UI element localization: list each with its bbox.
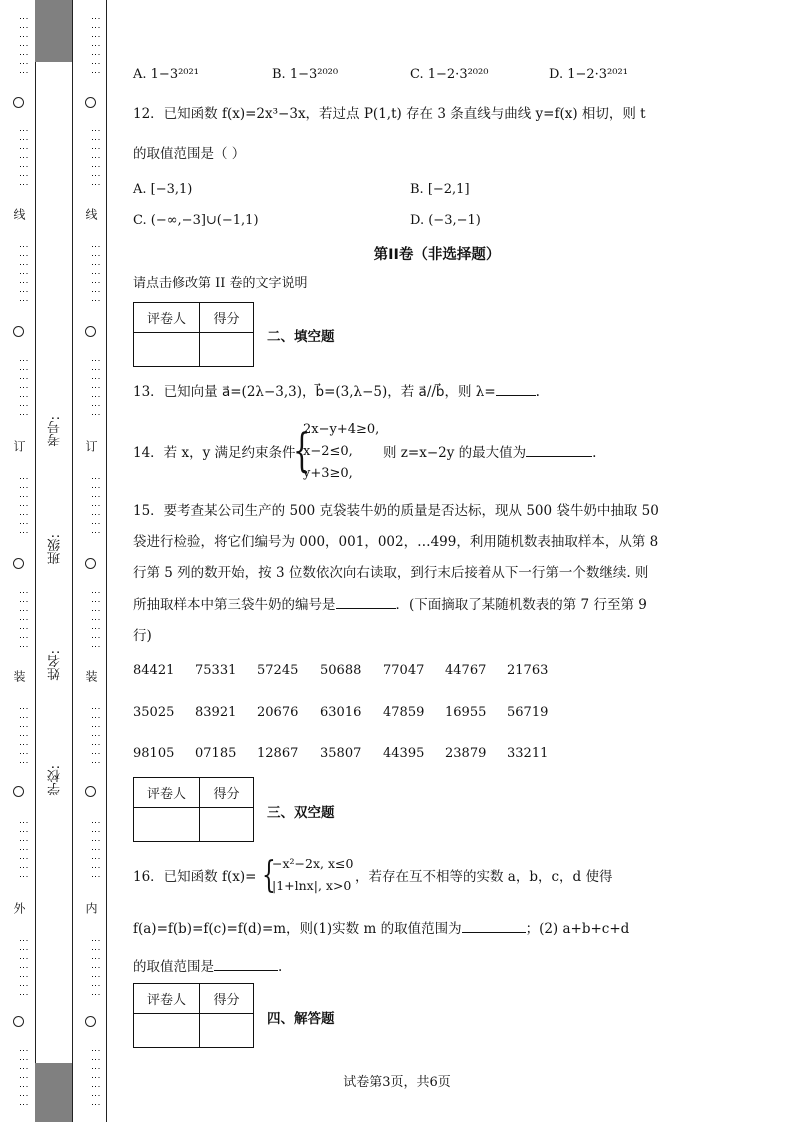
random-number: 56719: [507, 705, 549, 720]
score-table-reviewer: 评卷人: [134, 778, 200, 808]
random-number: 83921: [195, 705, 237, 720]
dotted-line: ⋮⋮⋮⋮⋮⋮⋮: [18, 13, 28, 77]
score-table-reviewer: 评卷人: [134, 303, 200, 333]
score-table: [133, 302, 254, 367]
q14-tail: [383, 443, 596, 463]
dotted-line: ⋮⋮⋮⋮⋮⋮⋮: [90, 587, 100, 651]
part2-title: 第II卷（非选择题）: [373, 247, 501, 263]
dotted-line: ⋮⋮⋮⋮⋮⋮⋮: [90, 704, 100, 767]
circle-mark: [85, 1016, 96, 1027]
dotted-line: ⋮⋮⋮⋮⋮⋮⋮: [18, 242, 28, 305]
score-table-score: 得分: [200, 303, 254, 333]
q16-answer-blank-1[interactable]: [462, 919, 526, 933]
q13-end: .: [535, 384, 540, 400]
q12-option-b: B. [−2,1]: [410, 182, 470, 197]
q15-line4: [133, 595, 647, 615]
q15-line2: 袋进行检验，将它们编号为 000，001，002，…499，利用随机数表抽取样本，从第 8: [133, 534, 659, 550]
q15-line1: 15．要考查某公司生产的 500 克袋装牛奶的质量是否达标，现从 500 袋牛奶中抽取 50: [133, 503, 659, 519]
random-number: 47859: [383, 705, 425, 720]
q16-line3-start: 的取值范围是: [133, 959, 214, 975]
brace-symbol: {: [293, 423, 311, 477]
q13: [133, 382, 540, 402]
q15-answer-blank[interactable]: [336, 595, 396, 609]
dotted-line: ⋮⋮⋮⋮⋮⋮⋮: [18, 704, 28, 767]
score-cell: [134, 1014, 200, 1048]
circle-mark: [85, 786, 96, 797]
q15-line5: 行): [133, 628, 152, 644]
q16-line3-end: .: [278, 959, 283, 975]
q16-line3: [133, 957, 282, 977]
dotted-line: ⋮⋮⋮⋮⋮⋮⋮: [18, 355, 28, 419]
q16-line2-start: f(a)=f(b)=f(c)=f(d)=m，则(1)实数 m 的取值范围为: [133, 921, 462, 937]
section3-title: 三、双空题: [267, 805, 335, 821]
q14-constraint-1: 2x−y+4≥0,: [303, 422, 380, 437]
random-number: 75331: [195, 663, 237, 678]
dotted-line: ⋮⋮⋮⋮⋮⋮⋮: [90, 1045, 100, 1109]
q15-line4-end: ．(下面摘取了某随机数表的第 7 行至第 9: [395, 597, 647, 613]
random-number: 33211: [507, 746, 549, 761]
margin-line-2: [72, 0, 73, 1122]
circle-mark: [13, 1016, 24, 1027]
q16-case-2: |1+lnx|, x>0: [272, 878, 352, 893]
q13-answer-blank[interactable]: [496, 382, 536, 396]
q16-prefix: 16．已知函数 f(x)=: [133, 869, 257, 885]
dotted-line: ⋮⋮⋮⋮⋮⋮⋮: [90, 355, 100, 419]
dotted-line: ⋮⋮⋮⋮⋮⋮⋮: [18, 474, 28, 537]
dotted-line: ⋮⋮⋮⋮⋮⋮⋮: [90, 242, 100, 305]
q16-line2: [133, 919, 629, 939]
q12-stem-line1: 12．已知函数 f(x)=2x³−3x，若过点 P(1,t) 存在 3 条直线与曲线 y=f(x) 相切，则 t: [133, 106, 646, 122]
q14-prefix: 14．若 x，y 满足约束条件: [133, 445, 296, 461]
circle-mark: [13, 786, 24, 797]
random-number: 12867: [257, 746, 299, 761]
q14-suffix: 则 z=x−2y 的最大值为: [383, 445, 527, 461]
margin-char-line: 线: [12, 208, 26, 220]
q14-answer-blank[interactable]: [526, 443, 592, 457]
random-number: 35025: [133, 705, 175, 720]
q15-line4-start: 所抽取样本中第三袋牛奶的编号是: [133, 597, 336, 613]
dotted-line: ⋮⋮⋮⋮⋮⋮⋮: [18, 936, 28, 999]
random-number: 77047: [383, 663, 425, 678]
section4-title: 四、解答题: [267, 1011, 335, 1027]
circle-mark: [13, 97, 24, 108]
label-name: 姓名:: [48, 650, 63, 681]
random-number: 98105: [133, 746, 175, 761]
q11-option-b: B. 1−3²⁰²⁰: [272, 67, 339, 82]
circle-mark: [85, 326, 96, 337]
dotted-line: ⋮⋮⋮⋮⋮⋮⋮: [90, 13, 100, 77]
margin-char-outside: 外: [12, 902, 26, 914]
part2-note: 请点击修改第 II 卷的文字说明: [133, 276, 308, 291]
random-number: 23879: [445, 746, 487, 761]
q14-end: .: [592, 445, 597, 461]
margin-char-inside: 内: [84, 902, 98, 914]
q12-option-d: D. (−3,−1): [410, 213, 481, 228]
q14-constraint-3: y+3≥0,: [303, 466, 353, 481]
margin-char-bind: 装: [12, 670, 26, 682]
dotted-line: ⋮⋮⋮⋮⋮⋮⋮: [18, 1045, 28, 1109]
q16-case-1: −x²−2x, x≤0: [272, 856, 354, 871]
score-table-score: 得分: [200, 778, 254, 808]
score-table-score: 得分: [200, 984, 254, 1014]
q13-text: 13．已知向量 a⃗=(2λ−3,3)，b⃗=(3,λ−5)，若 a⃗//b⃗，则 λ=: [133, 384, 496, 400]
margin-char-order: 订: [84, 440, 98, 452]
q14-constraint-2: x−2≤0,: [303, 444, 353, 459]
label-school: 学校:: [48, 765, 63, 796]
dotted-line: ⋮⋮⋮⋮⋮⋮⋮: [18, 125, 28, 189]
q16-line2-end: ；(2) a+b+c+d: [525, 921, 630, 937]
random-number: 16955: [445, 705, 487, 720]
random-number: 44767: [445, 663, 487, 678]
random-number: 21763: [507, 663, 549, 678]
margin-char-order: 订: [12, 440, 26, 452]
q15-line3: 行第 5 列的数开始，按 3 位数依次向右读取，到行末后接着从下一行第一个数继续. 则: [133, 565, 649, 581]
section2-title: 二、填空题: [267, 329, 335, 345]
q12-option-c: C. (−∞,−3]∪(−1,1): [133, 213, 259, 228]
margin-line-3: [106, 0, 107, 1122]
dotted-line: ⋮⋮⋮⋮⋮⋮⋮: [90, 936, 100, 999]
score-cell: [200, 333, 254, 367]
score-cell: [200, 808, 254, 842]
margin-char-line: 线: [84, 208, 98, 220]
random-number: 57245: [257, 663, 299, 678]
margin-line-1: [35, 0, 36, 1122]
circle-mark: [13, 558, 24, 569]
dotted-line: ⋮⋮⋮⋮⋮⋮⋮: [18, 587, 28, 651]
q16-answer-blank-2[interactable]: [214, 957, 278, 971]
circle-mark: [85, 97, 96, 108]
label-exam-no: 考号:: [48, 416, 63, 447]
q12-stem-line2: 的取值范围是（ ）: [133, 146, 246, 162]
score-table-reviewer: 评卷人: [134, 984, 200, 1014]
score-cell: [134, 808, 200, 842]
score-table: [133, 983, 254, 1048]
score-cell: [200, 1014, 254, 1048]
random-number: 50688: [320, 663, 362, 678]
random-number: 63016: [320, 705, 362, 720]
q16-suffix: ，若存在互不相等的实数 a，b，c，d 使得: [355, 869, 613, 885]
q11-option-c: C. 1−2·3²⁰²⁰: [410, 67, 489, 82]
dotted-line: ⋮⋮⋮⋮⋮⋮⋮: [18, 818, 28, 881]
margin-char-bind: 装: [84, 670, 98, 682]
circle-mark: [85, 558, 96, 569]
random-number: 35807: [320, 746, 362, 761]
score-table: [133, 777, 254, 842]
label-class: 班级:: [48, 534, 63, 565]
margin-gray-block-top: [35, 0, 72, 62]
random-number: 84421: [133, 663, 175, 678]
q11-option-d: D. 1−2·3²⁰²¹: [549, 67, 628, 82]
random-number: 44395: [383, 746, 425, 761]
dotted-line: ⋮⋮⋮⋮⋮⋮⋮: [90, 125, 100, 189]
circle-mark: [13, 326, 24, 337]
random-number: 07185: [195, 746, 237, 761]
page-footer: 试卷第3页，共6页: [343, 1075, 451, 1090]
q11-option-a: A. 1−3²⁰²¹: [133, 67, 199, 82]
brace-symbol: {: [262, 855, 276, 896]
dotted-line: ⋮⋮⋮⋮⋮⋮⋮: [90, 818, 100, 881]
q12-option-a: A. [−3,1): [133, 182, 193, 197]
random-number: 20676: [257, 705, 299, 720]
score-cell: [134, 333, 200, 367]
dotted-line: ⋮⋮⋮⋮⋮⋮⋮: [90, 474, 100, 537]
